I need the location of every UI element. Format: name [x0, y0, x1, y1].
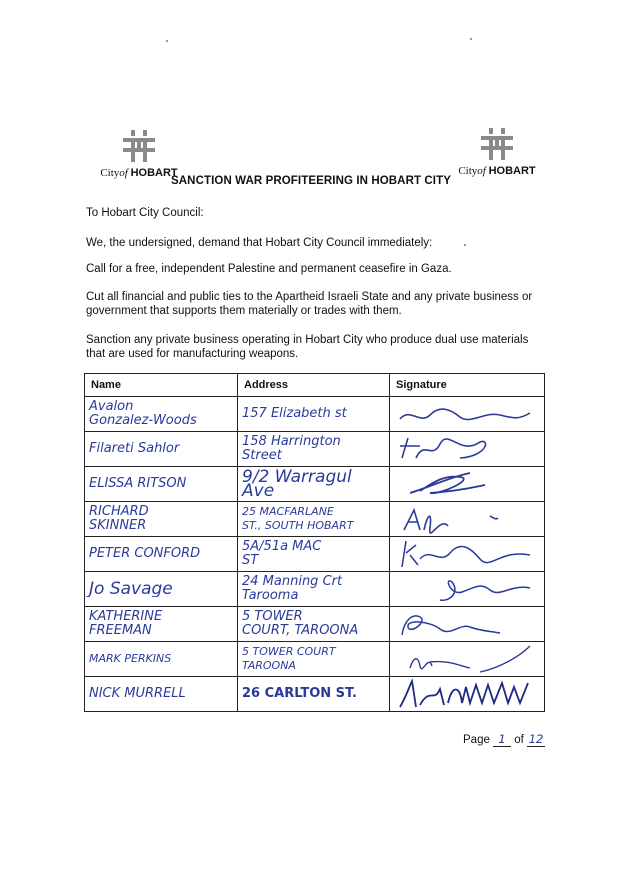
logo-wordmark: Cityof HOBART: [100, 167, 178, 179]
page-current: 1: [493, 732, 511, 747]
signer-address: 25 MACFARLANE ST., SOUTH HOBART: [242, 505, 354, 532]
signer-address: 24 Manning Crt Tarooma: [242, 574, 343, 603]
signature-scribble: [390, 642, 540, 676]
demand-intro: We, the undersigned, demand that Hobart City Council immediately:: [86, 237, 433, 249]
signature-scribble: [390, 677, 540, 711]
signature-scribble: [390, 537, 540, 571]
logo-wordmark: Cityof HOBART: [458, 165, 536, 177]
hobart-crest-icon: [121, 128, 157, 164]
demand-ceasefire: Call for a free, independent Palestine and permanent ceasefire in Gaza.: [86, 263, 452, 275]
signature-scribble: [390, 572, 540, 606]
table-row: [85, 572, 545, 607]
signer-address: 158 Harrington Street: [242, 434, 341, 463]
signature-scribble: [390, 432, 540, 466]
demand-sanction: Sanction any private business operating in Hobart City who produce dual use materials that are used for manufacturing weapons.: [86, 334, 529, 360]
page-counter: Page 1 of 12: [463, 732, 544, 746]
table-row: [85, 642, 545, 677]
table-row: [85, 677, 545, 712]
header-signature: Signature: [390, 374, 545, 397]
hobart-crest-icon: [479, 126, 515, 162]
signature-scribble: [390, 502, 540, 536]
table-header-row: [85, 374, 545, 397]
petition-title: SANCTION WAR PROFITEERING IN HOBART CITY: [171, 175, 451, 187]
signature-scribble: [390, 467, 540, 501]
addressee: To Hobart City Council:: [86, 207, 204, 219]
signer-address: 5 TOWER COURT TAROONA: [242, 645, 336, 672]
page-total: 12: [528, 732, 544, 746]
signer-address: 5A/51a MAC ST: [242, 539, 322, 568]
table-row: [85, 537, 545, 572]
signature-scribble: [390, 397, 540, 431]
signer-name: Jo Savage: [89, 581, 173, 597]
table-row: [85, 397, 545, 432]
signer-name: Filareti Sahlor: [89, 441, 180, 456]
header-name: Name: [85, 374, 238, 397]
signer-name: RICHARD SKINNER: [89, 504, 149, 533]
speck: [166, 40, 168, 42]
table-row: [85, 467, 545, 502]
signer-name: PETER CONFORD: [89, 546, 201, 561]
demand-cut-ties: Cut all financial and public ties to the Apartheid Israeli State and any private business or government that supports them materially or trades with them.: [86, 291, 533, 317]
signer-address: 26 CARLTON ST.: [242, 686, 357, 701]
table-row: [85, 502, 545, 537]
hobart-logo-right: [442, 126, 552, 177]
signer-name: NICK MURRELL: [89, 686, 186, 701]
speck: [470, 38, 472, 40]
signer-address: 9/2 Warragul Ave: [242, 469, 352, 499]
signer-name: Avalon Gonzalez-Woods: [89, 399, 197, 428]
signer-name: MARK PERKINS: [89, 652, 172, 665]
table-row: [85, 607, 545, 642]
signer-name: ELISSA RITSON: [89, 476, 187, 491]
hobart-logo-left: [84, 128, 194, 179]
signer-address: 5 TOWER COURT, TAROONA: [242, 609, 359, 638]
signer-address: 157 Elizabeth st: [242, 406, 347, 421]
table-row: [85, 432, 545, 467]
signature-scribble: [390, 607, 540, 641]
signer-name: KATHERINE FREEMAN: [89, 609, 163, 638]
signature-table: [84, 373, 545, 712]
header-address: Address: [238, 374, 390, 397]
